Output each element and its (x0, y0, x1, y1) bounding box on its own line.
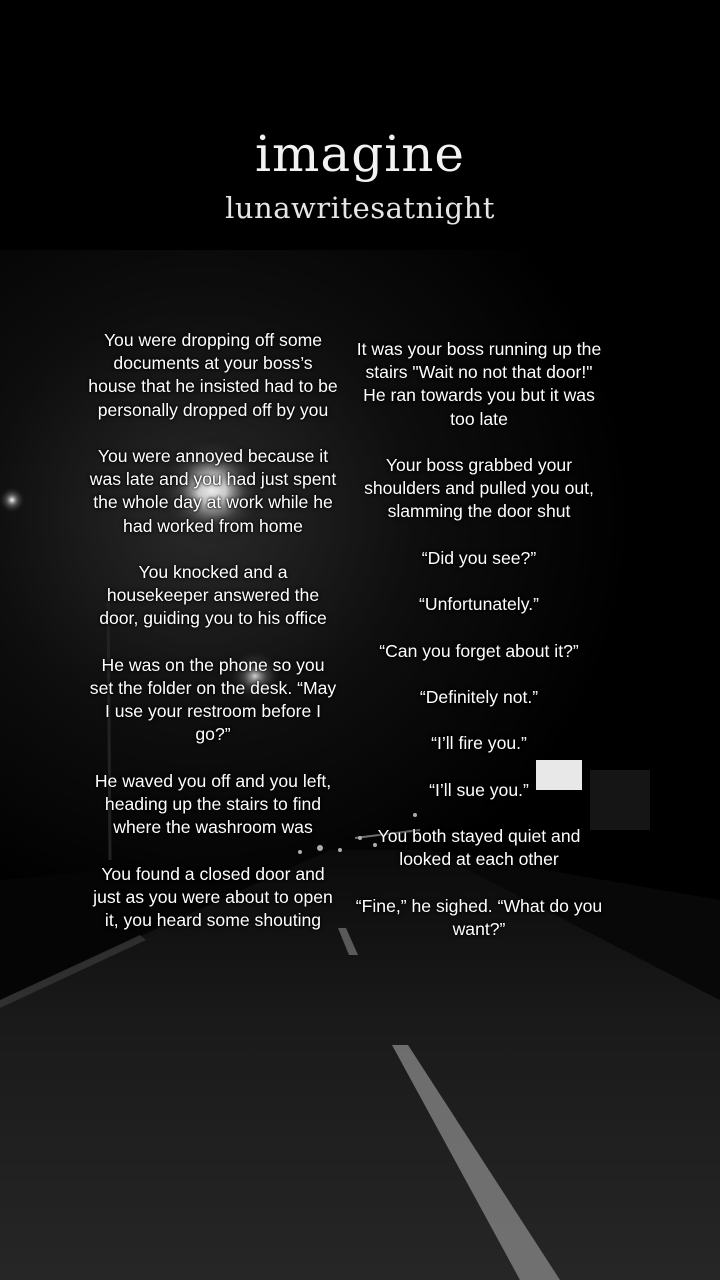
story-paragraph: It was your boss running up the stairs "Wait no not that door!" He ran towards you but it was too late (356, 339, 602, 429)
story-right-column (354, 338, 604, 964)
dialogue-line: “I’ll fire you.” (431, 733, 527, 754)
dialogue-line: “Can you forget about it?” (379, 640, 579, 661)
dialogue-line: “Unfortunately.” (419, 594, 539, 615)
dialogue-line: “Definitely not.” (419, 686, 539, 707)
story-paragraph: You knocked and a housekeeper answered the door, guiding you to his office (99, 562, 327, 629)
story-paragraph: You found a closed door and just as you were about to open it, you heard some shouting (93, 863, 333, 930)
story-left-column (88, 329, 338, 955)
story-paragraph: You were annoyed because it was late and you had just spent the whole day at work while he had worked from home (89, 446, 337, 536)
story-paragraph: You were dropping off some documents at your boss’s house that he insisted had to be personally dropped off by you (88, 330, 338, 420)
story-paragraph: He waved you off and you left, heading up the stairs to find where the washroom was (94, 770, 332, 838)
page-title: imagine (254, 125, 465, 183)
story-paragraph: You both stayed quiet and looked at each other (377, 826, 581, 870)
dialogue-line: “Did you see?” (421, 547, 537, 568)
header (0, 118, 720, 226)
dialogue-line: “Fine,” he sighed. “What do you want?” (355, 895, 603, 939)
story-paragraph: Your boss grabbed your shoulders and pulled you out, slamming the door shut (364, 455, 594, 522)
story-paragraph: He was on the phone so you set the folder on the desk. “May I use your restroom before I go?” (89, 654, 337, 745)
dialogue-line: “I’ll sue you.” (429, 779, 529, 800)
author-handle: lunawritesatnight (225, 191, 495, 225)
